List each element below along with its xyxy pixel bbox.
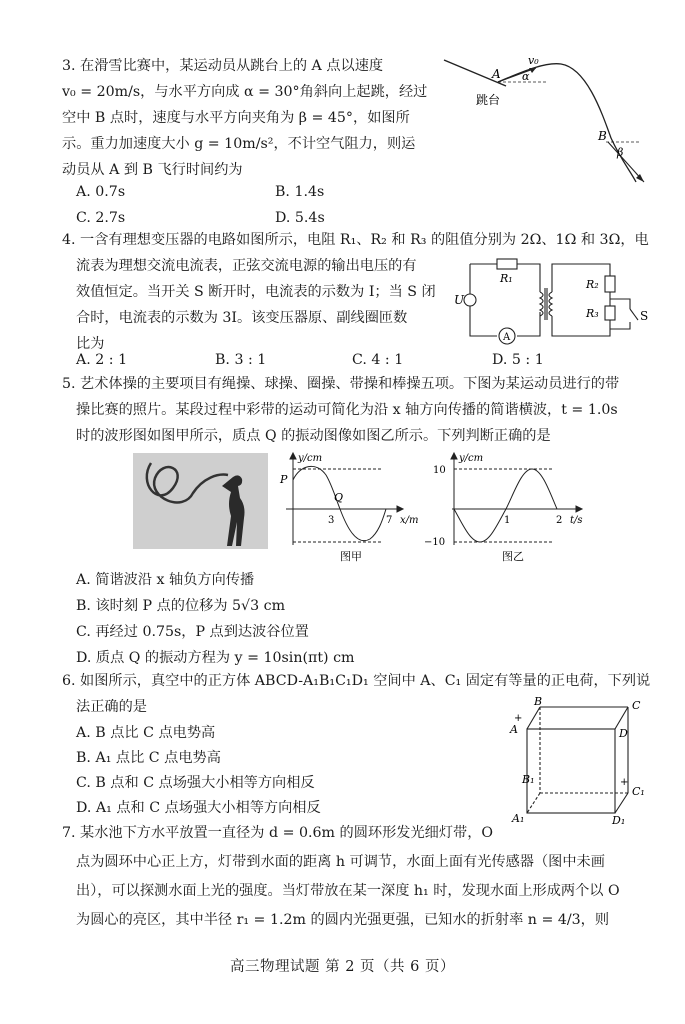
q6-option-d: D. A₁ 点和 C 点场强大小相等方向相反 (76, 800, 321, 816)
caption-yi: 图乙 (502, 550, 524, 562)
question-line: 比为 (76, 336, 105, 352)
label-y: y/cm (459, 453, 484, 464)
ac-source (464, 294, 476, 306)
q6-option-a: A. B 点比 C 点电势高 (76, 725, 216, 741)
q4-option-c: C. 4 : 1 (352, 352, 404, 368)
q6-option-c: C. B 点和 C 点场强大小相等方向相反 (76, 775, 315, 791)
question-line: 时的波形图如图甲所示，质点 Q 的振动图像如图乙所示。下列判断正确的是 (76, 428, 551, 444)
trajectory (498, 64, 636, 182)
label-ammeter: A (503, 332, 511, 343)
q5-option-c: C. 再经过 0.75s，P 点到达波谷位置 (76, 624, 309, 640)
question-line: 效值恒定。当开关 S 断开时，电流表的示数为 I；当 S 闭 (76, 284, 436, 300)
resistor-r2 (605, 276, 615, 292)
q3-option-d: D. 5.4s (275, 210, 325, 226)
label-c1: C₁ (632, 785, 645, 798)
q3-option-b: B. 1.4s (275, 184, 325, 200)
label-r1: R₁ (500, 272, 513, 285)
question-line: 流表为理想交流电流表，正弦交流电源的输出电压的有 (76, 258, 417, 274)
question-line: 动员从 A 到 B 飞行时间约为 (62, 162, 243, 178)
q5-option-a: A. 简谐波沿 x 轴负方向传播 (76, 572, 255, 588)
label-s: S (640, 309, 649, 323)
label-beta: β (617, 146, 624, 159)
caption-jia: 图甲 (340, 550, 362, 562)
label-v0: v₀ (528, 54, 539, 67)
question-7 (62, 819, 662, 935)
tick-t2: 2 (556, 515, 563, 526)
q6-option-b: B. A₁ 点比 C 点电势高 (76, 750, 221, 766)
question-5 (62, 371, 662, 449)
label-d: D (619, 727, 628, 740)
question-3 (62, 53, 442, 183)
vibration-curve (454, 469, 557, 542)
question-line: 5. 艺术体操的主要项目有绳操、球操、圈操、带操和棒操五项。下图为某运动员进行的带 (62, 376, 620, 392)
secondary-coil (549, 292, 552, 316)
question-line: 操比赛的照片。某段过程中彩带的运动可简化为沿 x 轴方向传播的简谐横波，t = 1.0s (76, 402, 618, 418)
switch-s (630, 309, 638, 320)
transformer-circuit-figure (452, 254, 652, 349)
tick-3: 3 (328, 515, 335, 526)
label-y: y/cm (298, 453, 323, 464)
label-b: B (598, 129, 607, 143)
question-line: 法正确的是 (76, 699, 147, 715)
label-a1: A₁ (512, 812, 525, 825)
label-t: t/s (570, 515, 583, 526)
question-line: 4. 一含有理想变压器的电路如图所示，电阻 R₁、R₂ 和 R₃ 的阻值分别为 2Ω、1Ω 和 3Ω，电 (62, 232, 649, 248)
cube-figure (500, 695, 660, 825)
switch-branch (610, 299, 630, 329)
plus-a: + (514, 713, 523, 724)
question-line: 3. 在滑雪比赛中，某运动员从跳台上的 A 点以速度 (62, 58, 384, 74)
label-c: C (632, 699, 641, 712)
label-u: U (454, 293, 465, 307)
q4-option-b: B. 3 : 1 (215, 352, 267, 368)
q5-option-d: D. 质点 Q 的振动方程为 y = 10sin(πt) cm (76, 650, 355, 666)
question-line: 点为圆环中心正上方，灯带到水面的距离 h 可调节，水面上面有光传感器（图中未画 (76, 854, 605, 870)
label-jump: 跳台 (476, 93, 501, 107)
q5-option-b: B. 该时刻 P 点的位移为 5√3 cm (76, 598, 286, 614)
q4-option-a: A. 2 : 1 (76, 352, 128, 368)
q3-option-c: C. 2.7s (76, 210, 126, 226)
ski-jump-figure (436, 50, 666, 195)
label-alpha: α (522, 70, 530, 83)
question-line: 空中 B 点时，速度与水平方向夹角为 β = 45°，如图所 (62, 110, 410, 126)
question-line: 7. 某水池下方水平放置一直径为 d = 0.6m 的圆环形发光细灯带，O (62, 825, 494, 841)
resistor-r1 (497, 259, 517, 269)
label-a: A (492, 67, 501, 81)
label-b: B (534, 695, 543, 708)
resistor-r3 (605, 306, 615, 320)
label-r3: R₃ (586, 307, 599, 320)
label-p: P (280, 473, 288, 486)
tick-y10: 10 (433, 465, 446, 476)
question-line: 示。重力加速度大小 g = 10m/s²，不计空气阻力，则运 (62, 136, 416, 152)
tick-t1: 1 (504, 515, 511, 526)
question-line: 6. 如图所示，真空中的正方体 ABCD-A₁B₁C₁D₁ 空间中 A、C₁ 固定有等量的正电荷，下列说 (62, 673, 651, 689)
wave-graph-jia (278, 447, 428, 562)
q3-option-a: A. 0.7s (76, 184, 126, 200)
label-q: Q (334, 491, 344, 504)
question-line: 出），可以探测水面上光的强度。当灯带放在某一深度 h₁ 时，发现水面上形成两个以 O (76, 883, 620, 899)
label-r2: R₂ (586, 278, 599, 291)
question-line: 合时，电流表的示数为 3I。该变压器原、副线圈匝数 (76, 310, 408, 326)
question-line: 为圆心的亮区，其中半径 r₁ = 1.2m 的圆内光强更强，已知水的折射率 n = 4/3，则 (76, 912, 610, 928)
secondary-loop (552, 264, 610, 336)
question-line: v₀ = 20m/s，与水平方向成 α = 30°角斜向上起跳，经过 (62, 84, 428, 100)
gymnast-ribbon-photo (133, 453, 268, 549)
label-x: x/m (400, 515, 419, 526)
label-a: A (510, 723, 518, 736)
tick-ym10: −10 (424, 537, 446, 548)
vibration-graph-yi (424, 447, 594, 562)
label-d1: D₁ (612, 814, 626, 825)
plus-c1: + (620, 777, 629, 788)
tick-7: 7 (386, 515, 393, 526)
label-b1: B₁ (522, 773, 535, 786)
q4-option-d: D. 5 : 1 (492, 352, 544, 368)
page-footer: 高三物理试题 第 2 页（共 6 页） (230, 959, 455, 975)
